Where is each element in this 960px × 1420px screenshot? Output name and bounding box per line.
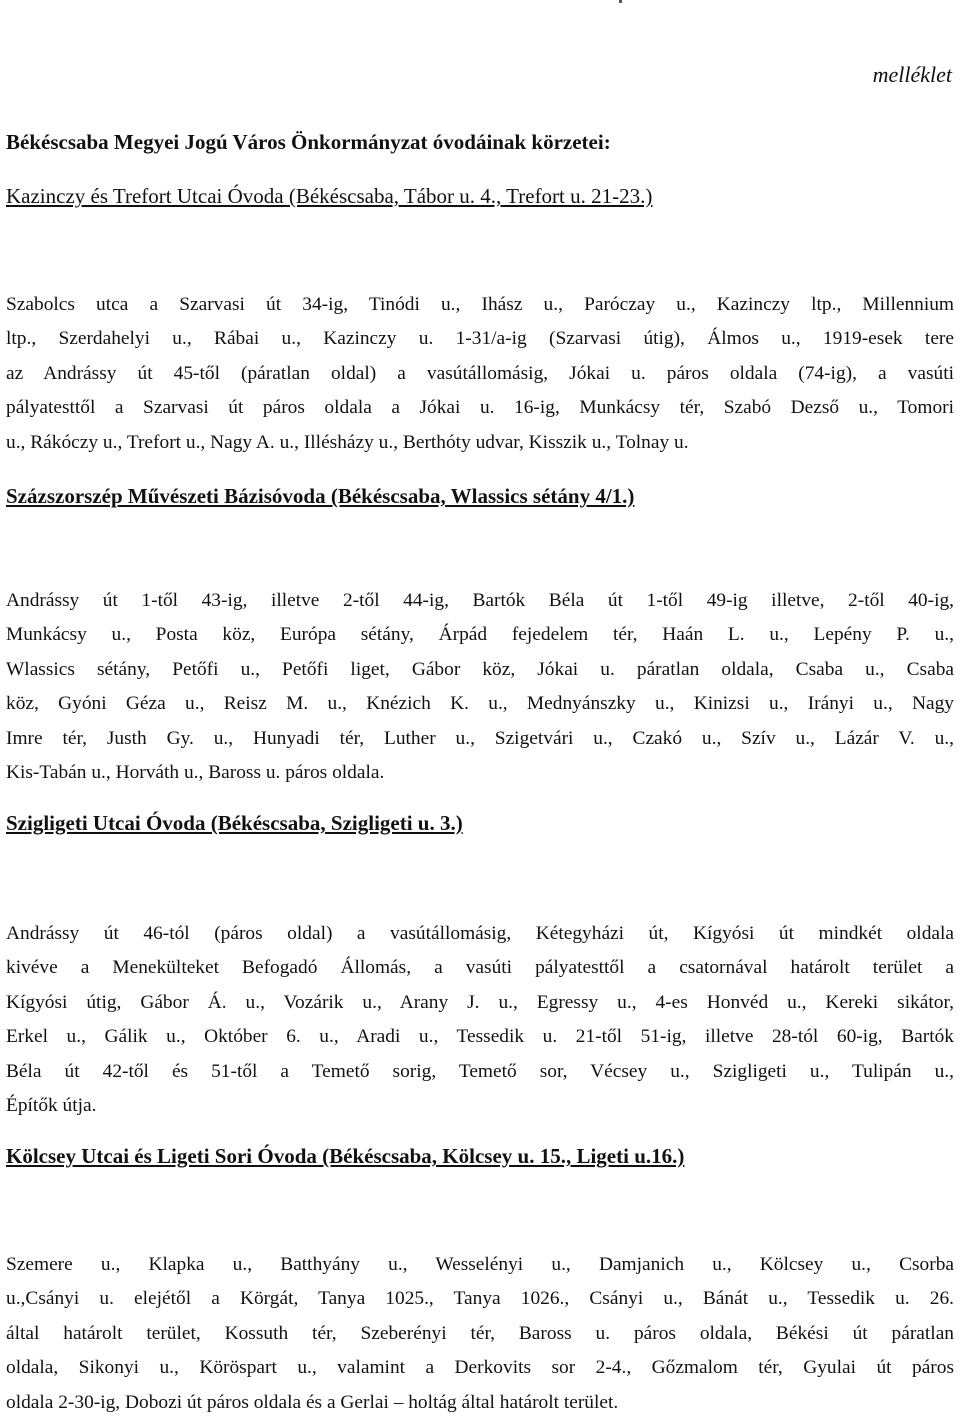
body-line: oldala 2-30-ig, Dobozi út páros oldala és a Gerlai – holtág által határolt terület. xyxy=(6,1391,619,1413)
body-line: Wlassics sétány, Petőfi u., Petőfi liget, Gábor köz, Jókai u. páratlan oldala, Csaba u., Csaba xyxy=(6,658,954,680)
body-line: Munkácsy u., Posta köz, Európa sétány, Árpád fejedelem tér, Haán L. u., Lepény P. u., xyxy=(6,624,954,646)
body-line: u., Rákóczy u., Trefort u., Nagy A. u., Illésházy u., Berthóty udvar, Kisszik u., Tolnay u. xyxy=(6,431,689,453)
body-line: pályatesttől a Szarvasi út páros oldala a Jókai u. 16-ig, Munkácsy tér, Szabó Dezső u., Tomori xyxy=(6,397,954,419)
body-line: oldala, Sikonyi u., Köröspart u., valamint a Derkovits sor 2-4., Gőzmalom tér, Gyulai út páros xyxy=(6,1357,954,1379)
main-title: Békéscsaba Megyei Jogú Város Önkormányzat óvodáinak körzetei: xyxy=(6,130,611,154)
annex-label: melléklet xyxy=(872,62,952,87)
body-line: Andrássy út 1-től 43-ig, illetve 2-től 44-ig, Bartók Béla út 1-től 49-ig illetve, 2-től 40-ig, xyxy=(6,590,954,611)
section-title-kazinczy-trefort: Kazinczy és Trefort Utcai Óvoda (Békéscsaba, Tábor u. 4., Trefort u. 21-23.) xyxy=(6,184,653,208)
body-line: Szabolcs utca a Szarvasi út 34-ig, Tinódi u., Ihász u., Paróczay u., Kazinczy ltp., Millennium xyxy=(6,294,954,315)
section-body-kolcsey-ligeti xyxy=(6,1248,954,1420)
scan-speck xyxy=(619,0,622,3)
section-body-kazinczy-trefort xyxy=(6,288,954,460)
body-line: kivéve a Menekülteket Befogadó Állomás, a vasúti pályatesttől a csatornával határolt terület a xyxy=(6,957,954,979)
body-line: Andrássy út 46-tól (páros oldal) a vasútállomásig, Kétegyházi út, Kígyósi út mindkét oldala xyxy=(6,923,954,944)
body-line: u.,Csányi u. elejétől a Körgát, Tanya 1025., Tanya 1026., Csányi u., Bánát u., Tessedik u. 26. xyxy=(6,1288,954,1310)
body-line: Szemere u., Klapka u., Batthyány u., Wesselényi u., Damjanich u., Kölcsey u., Csorba xyxy=(6,1254,954,1275)
body-line: Építők útja. xyxy=(6,1095,97,1117)
section-body-szigligeti xyxy=(6,917,954,1123)
body-line: Erkel u., Gálik u., Október 6. u., Aradi u., Tessedik u. 21-től 51-ig, illetve 28-tól 60-ig, Bartók xyxy=(6,1026,954,1048)
section-body-szazszorszep xyxy=(6,584,954,790)
section-title-szazszorszep: Százszorszép Művészeti Bázisóvoda (Békéscsaba, Wlassics sétány 4/1.) xyxy=(6,484,635,508)
body-line: Béla út 42-től és 51-től a Temető sorig, Temető sor, Vécsey u., Szigligeti u., Tulipán u., xyxy=(6,1060,954,1082)
body-line: Kis-Tabán u., Horváth u., Baross u. páros oldala. xyxy=(6,762,385,784)
body-line: ltp., Szerdahelyi u., Rábai u., Kazinczy u. 1-31/a-ig (Szarvasi útig), Álmos u., 1919-esek tere xyxy=(6,328,954,350)
section-title-kolcsey-ligeti: Kölcsey Utcai és Ligeti Sori Óvoda (Békéscsaba, Kölcsey u. 15., Ligeti u.16.) xyxy=(6,1144,685,1168)
body-line: által határolt terület, Kossuth tér, Szeberényi tér, Baross u. páros oldala, Békési út páratlan xyxy=(6,1322,954,1344)
section-title-szigligeti: Szigligeti Utcai Óvoda (Békéscsaba, Szigligeti u. 3.) xyxy=(6,811,463,835)
body-line: köz, Gyóni Géza u., Reisz M. u., Knézich K. u., Mednyánszky u., Kinizsi u., Irányi u., Nagy xyxy=(6,693,954,715)
body-line: az Andrássy út 45-től (páratlan oldal) a vasútállomásig, Jókai u. páros oldala (74-ig), a vasúti xyxy=(6,362,954,384)
body-line: Imre tér, Justh Gy. u., Hunyadi tér, Luther u., Szigetvári u., Czakó u., Szív u., Lázár V. u., xyxy=(6,727,954,749)
body-line: Kígyósi útig, Gábor Á. u., Vozárik u., Arany J. u., Egressy u., 4-es Honvéd u., Kereki sikátor, xyxy=(6,991,954,1013)
